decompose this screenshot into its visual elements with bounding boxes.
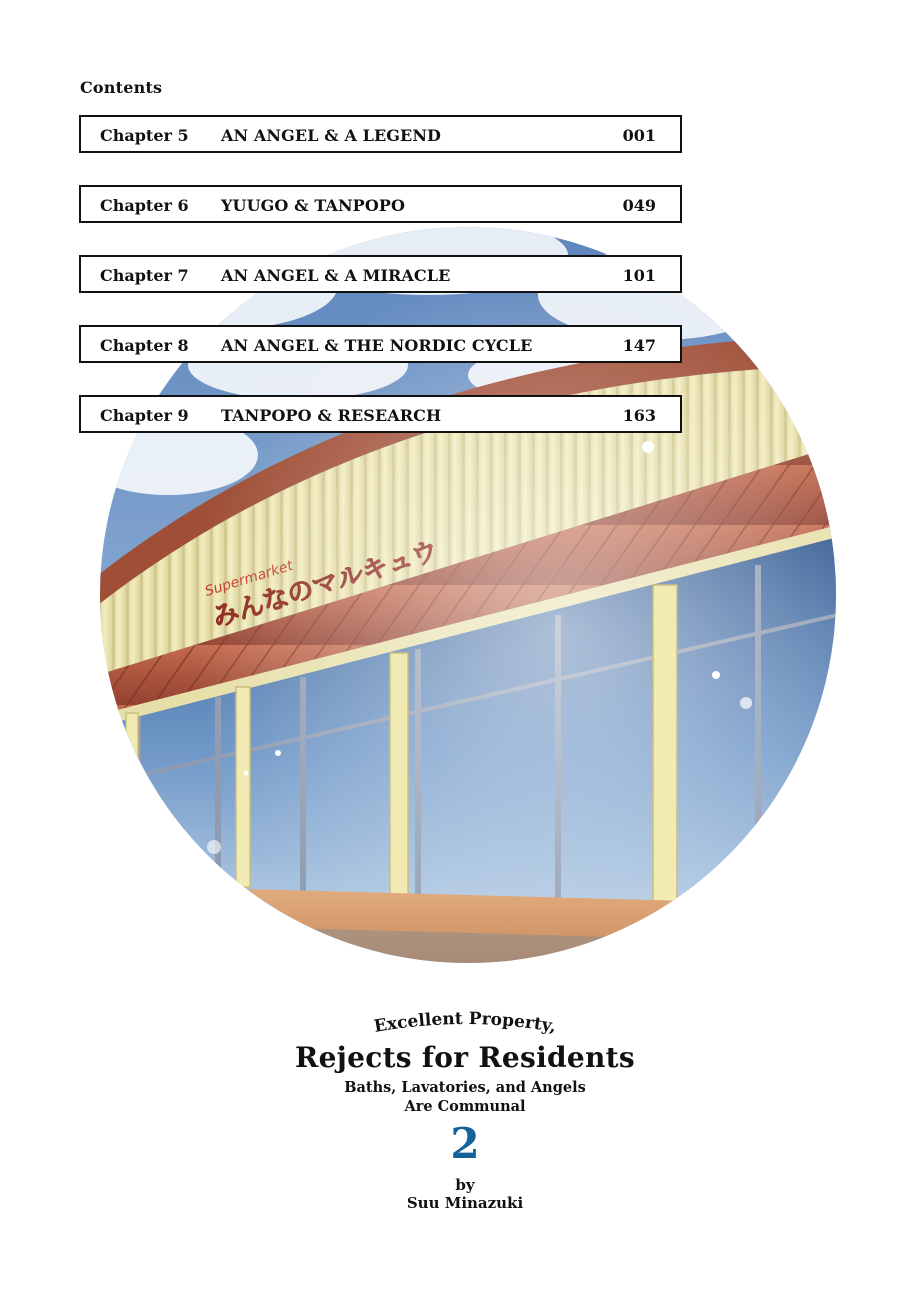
chapter-number: Chapter 6	[100, 196, 189, 215]
chapter-title: AN ANGEL & THE NORDIC CYCLE	[221, 336, 533, 355]
title-arc	[335, 1005, 595, 1039]
table-of-contents	[79, 115, 682, 465]
page-number: 147	[622, 336, 656, 355]
toc-entry-chapter-5[interactable]	[79, 115, 682, 153]
title-arc-text: Excellent Property,	[372, 1008, 558, 1038]
chapter-number: Chapter 8	[100, 336, 189, 355]
volume-number: 2	[450, 1119, 480, 1168]
chapter-number: Chapter 9	[100, 406, 189, 425]
page-number: 163	[622, 406, 656, 425]
toc-entry-chapter-7[interactable]	[79, 255, 682, 293]
toc-entry-chapter-9[interactable]	[79, 395, 682, 433]
toc-entry-chapter-8[interactable]	[79, 325, 682, 363]
subtitle-line-2: Are Communal	[404, 1098, 526, 1115]
chapter-title: AN ANGEL & A MIRACLE	[221, 266, 451, 285]
page-number: 101	[622, 266, 656, 285]
svg-text:Excellent Property,	[372, 1009, 557, 1037]
chapter-number: Chapter 7	[100, 266, 189, 285]
by-label: by	[455, 1176, 475, 1194]
chapter-title: TANPOPO & RESEARCH	[221, 406, 442, 425]
chapter-number: Chapter 5	[100, 126, 189, 145]
chapter-title: AN ANGEL & A LEGEND	[221, 126, 442, 145]
book-subtitle	[215, 1078, 715, 1116]
author-name: Suu Minazuki	[406, 1194, 524, 1212]
page-number: 049	[622, 196, 656, 215]
toc-entry-chapter-6[interactable]	[79, 185, 682, 223]
page-number: 001	[622, 126, 656, 145]
subtitle-line-1: Baths, Lavatories, and Angels	[344, 1079, 586, 1096]
chapter-title: YUUGO & TANPOPO	[221, 196, 406, 215]
book-title: Rejects for Residents	[295, 1041, 635, 1074]
contents-heading: Contents	[80, 78, 163, 97]
book-title-block	[215, 1005, 715, 1212]
